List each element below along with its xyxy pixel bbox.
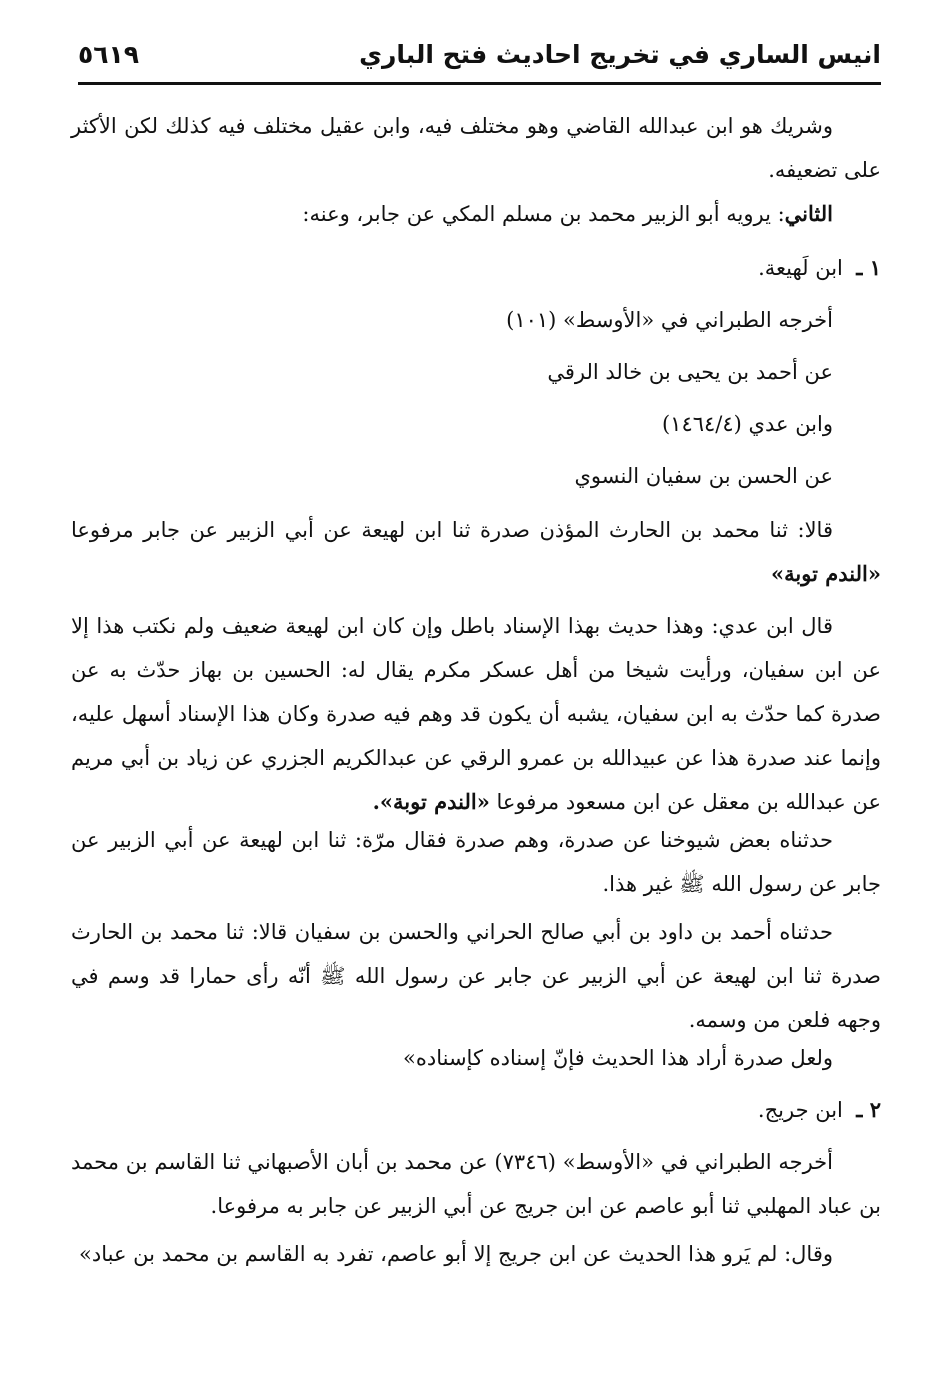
ibn-adi-comment-hadith: «الندم توبة». [372, 789, 490, 814]
paragraph-haddathanahu-1: حدثناه بعض شيوخنا عن صدرة، وهم صدرة فقال مرّة: ثنا ابن لهيعة عن أبي الزبير عن جابر عن رسول الله ﷺ غير هذا. [71, 828, 881, 896]
paragraph-tabarani-awsat: أخرجه الطبراني في «الأوسط» (١٠١) [506, 308, 833, 332]
item-2-number: ٢ ـ [856, 1097, 881, 1122]
paragraph-qala [71, 508, 881, 596]
header-divider [78, 82, 881, 85]
paragraph-ahmad-raqqi: عن أحمد بن يحيى بن خالد الرقي [547, 360, 833, 384]
paragraph-hasan-nasawi: عن الحسن بن سفيان النسوي [574, 464, 833, 488]
paragraph-wa-qala: وقال: لم يَرو هذا الحديث عن ابن جريج إلا أبو عاصم، تفرد به القاسم بن محمد بن عباد» [79, 1242, 833, 1266]
list-item-2 [71, 1088, 881, 1132]
item-1-number: ١ ـ [856, 255, 881, 280]
second-label: الثاني [784, 201, 833, 226]
paragraph-second-chain [23, 192, 881, 236]
qala-hadith: «الندم توبة» [771, 561, 881, 586]
list-item-1 [71, 246, 881, 290]
paragraph-sharik: وشريك هو ابن عبدالله القاضي وهو مختلف فيه، وابن عقيل مختلف فيه كذلك لكن الأكثر على تضعيفه. [71, 114, 881, 182]
running-header [78, 36, 881, 80]
paragraph-laalla: ولعل صدرة أراد هذا الحديث فإنّ إسناده كإسناده» [403, 1046, 833, 1070]
paragraph-haddathanahu-2: حدثناه أحمد بن داود بن أبي صالح الحراني والحسن بن سفيان قالا: ثنا محمد بن الحارث صدرة ثنا ابن لهيعة عن أبي الزبير عن جابر عن رسول الله ﷺ أنّه رأى حمارا قد وسم في وجهه فلعن من وسمه. [71, 920, 881, 1032]
item-2-text: ابن جريج. [757, 1098, 843, 1122]
qala-text: قالا: ثنا محمد بن الحارث المؤذن صدرة ثنا ابن لهيعة عن أبي الزبير عن جابر مرفوعا [71, 518, 833, 542]
paragraph-ibn-adi-comment [71, 604, 881, 824]
item-1-text: ابن لَهيعة. [758, 256, 843, 280]
paragraph-ibn-adi: وابن عدي (١٤٦٤/٤) [661, 412, 833, 436]
paragraph-tabarani-7346: أخرجه الطبراني في «الأوسط» (٧٣٤٦) عن محمد بن أبان الأصبهاني ثنا القاسم بن محمد بن عباد المهلبي ثنا أبو عاصم عن ابن جريج عن أبي الزبير عن جابر به مرفوعا. [71, 1150, 881, 1218]
ibn-adi-comment-text: قال ابن عدي: وهذا حديث بهذا الإسناد باطل وإن كان ابن لهيعة ضعيف ولم نكتب هذا إلا عن ابن سفيان، ورأيت شيخا من أهل عسكر مكرم يقال له: الحسين بن بهاز حدّث به عن صدرة كما حدّث به ابن سفيان، يشبه أن يكون قد وهم فيه صدرة وكان هذا الإسناد أسهل عليه، وإنما عند صدرة هذا عن عبيدالله بن عمرو الرقي عن عبدالكريم الجزري عن زياد بن أبي مريم عن عبدالله بن معقل عن ابن مسعود مرفوعا [71, 614, 881, 814]
second-text: : يرويه أبو الزبير محمد بن مسلم المكي عن جابر، وعنه: [302, 202, 785, 226]
book-title: انيس الساري في تخريج احاديث فتح الباري [359, 40, 881, 69]
page-number: ٥٦١٩ [78, 40, 140, 69]
